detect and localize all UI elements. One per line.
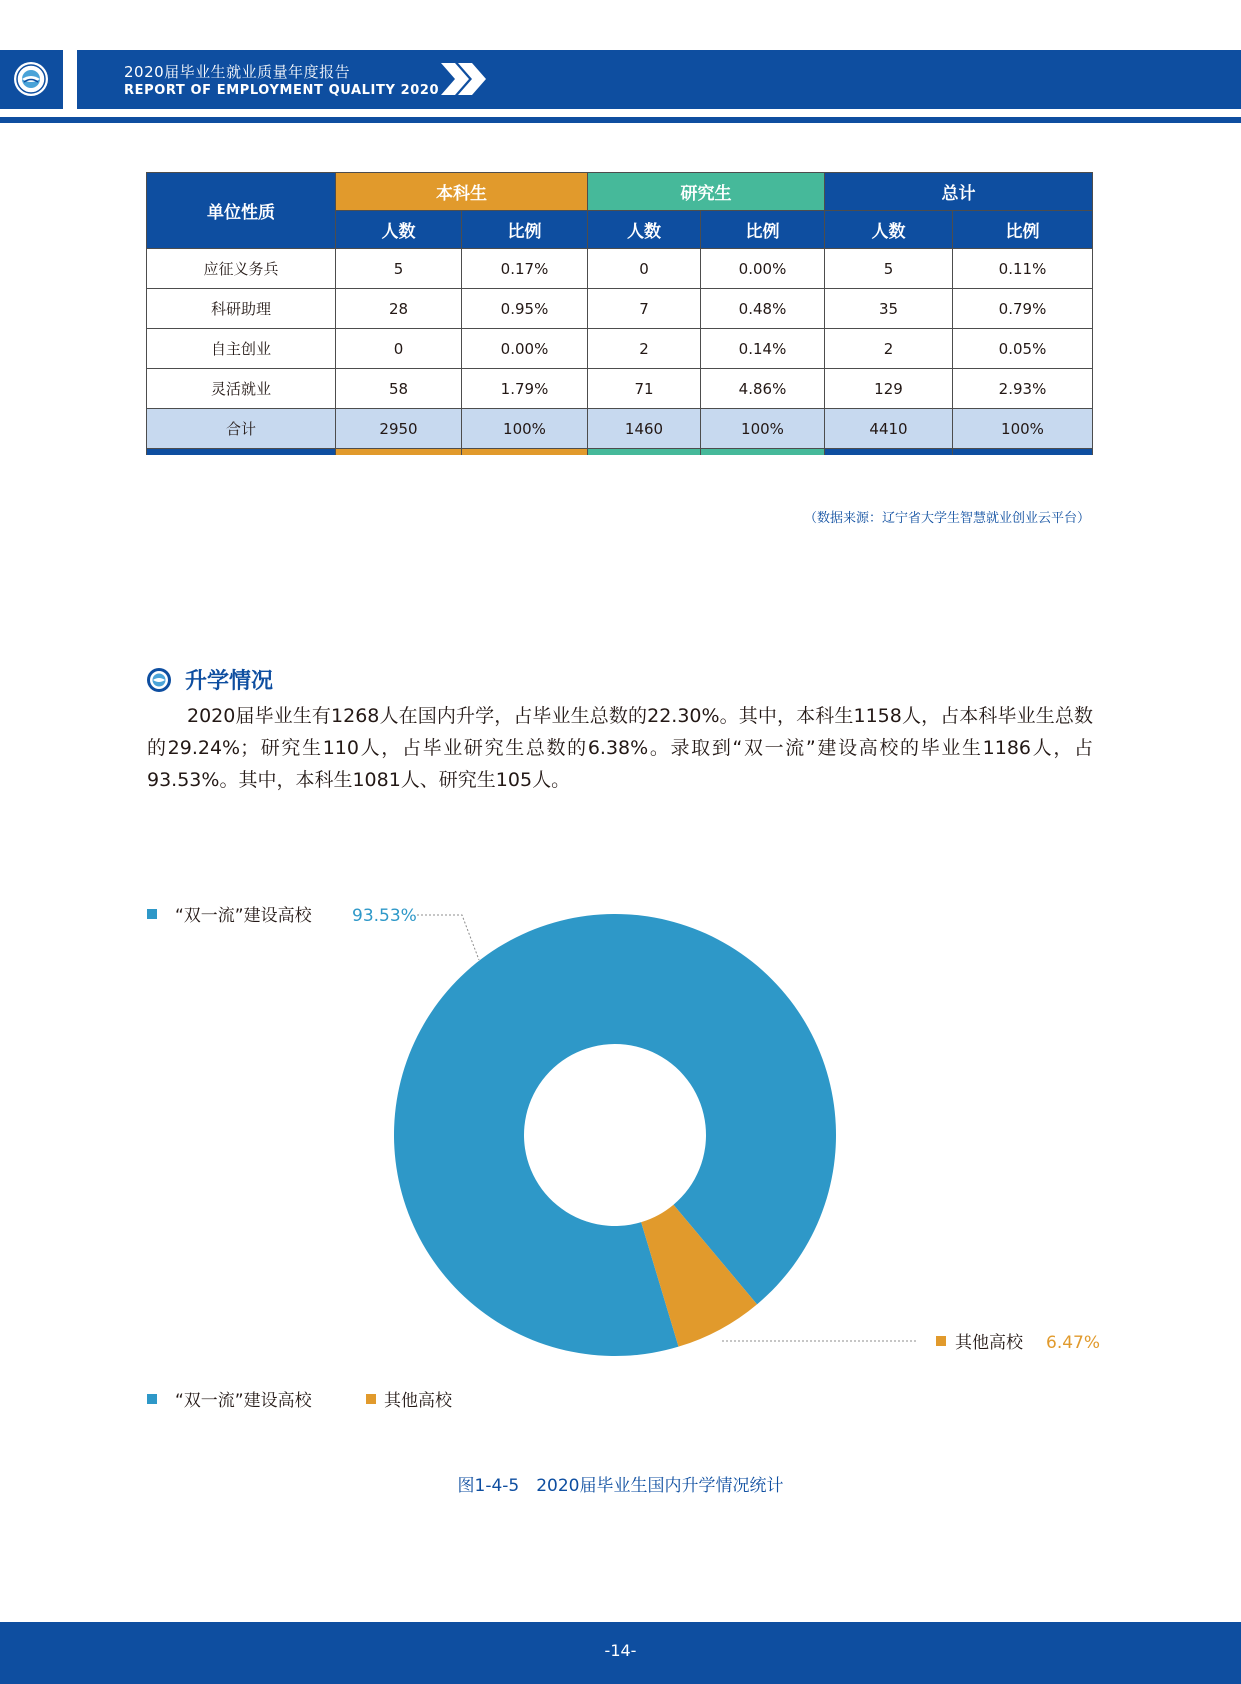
table-row [147,369,1093,409]
table-cell: 71 [588,369,701,409]
legend-swatch-0 [147,1394,157,1404]
legend-swatch-1 [366,1394,376,1404]
header-title-en: REPORT OF EMPLOYMENT QUALITY 2020 [124,83,440,98]
stripe-cell [147,449,336,456]
table-cell: 35 [825,289,953,329]
paragraph-text: 2020届毕业生有1268人在国内升学，占毕业生总数的22.30%。其中，本科生1158人，占本科毕业生总数的29.24%；研究生110人，占毕业研究生总数的6.38%。录取到“双一流”建设高校的毕业生1186人，占93.53%。其中，本科生1081人、研究生105人。 [147,705,1093,791]
table-header-row [147,173,1093,211]
table-cell: 100% [462,409,588,449]
row-label: 科研助理 [147,289,336,329]
table-cell: 58 [336,369,462,409]
table-cell: 0.17% [462,249,588,289]
employment-table [146,172,1093,455]
stripe-cell [953,449,1093,456]
subheader-cell: 比例 [953,211,1093,249]
table-cell: 0.14% [701,329,825,369]
table-cell: 0.95% [462,289,588,329]
subheader-cell: 比例 [462,211,588,249]
table-cell: 0.48% [701,289,825,329]
table-cell: 2.93% [953,369,1093,409]
header-undergrad: 本科生 [336,173,588,211]
stripe-cell [336,449,462,456]
table-row [147,249,1093,289]
header-title-cn: 2020届毕业生就业质量年度报告 [124,63,351,81]
section-paragraph [147,700,1093,796]
table-cell: 0 [336,329,462,369]
table-cell: 7 [588,289,701,329]
table-cell: 5 [336,249,462,289]
table-cell: 28 [336,289,462,329]
table-cell: 0.05% [953,329,1093,369]
legend-label-1: 其他高校 [384,1391,452,1411]
stripe-cell [588,449,701,456]
slice-label-name-0: “双一流”建设高校 [175,906,312,926]
header-logo-box [0,50,63,109]
figure-caption: 图1-4-5 2020届毕业生国内升学情况统计 [457,1476,784,1496]
subheader-cell: 比例 [701,211,825,249]
table-cell: 1460 [588,409,701,449]
header-total: 总计 [825,173,1093,211]
header-unit: 单位性质 [147,173,336,249]
table-row [147,289,1093,329]
table-cell: 0 [588,249,701,289]
table-cell: 2 [588,329,701,369]
university-seal-icon [146,667,172,693]
table-row [147,329,1093,369]
page-number: -14- [604,1641,637,1660]
legend-label-0: “双一流”建设高校 [175,1391,312,1411]
row-label: 合计 [147,409,336,449]
table-total-row [147,409,1093,449]
table-cell: 5 [825,249,953,289]
header-graduate: 研究生 [588,173,825,211]
donut-slices [394,914,836,1356]
section-title: 升学情况 [185,669,274,694]
table-color-stripe [147,449,1093,456]
slice-label-name-1: 其他高校 [955,1333,1023,1353]
table-cell: 4.86% [701,369,825,409]
table-cell: 0.00% [701,249,825,289]
subheader-cell: 人数 [336,211,462,249]
table-cell: 129 [825,369,953,409]
table-cell: 2 [825,329,953,369]
stripe-cell [825,449,953,456]
table-cell: 0.11% [953,249,1093,289]
label-swatch-1 [936,1336,946,1346]
row-label: 应征义务兵 [147,249,336,289]
header-underline [0,117,1241,123]
table-cell: 100% [953,409,1093,449]
label-swatch-0 [147,909,157,919]
stripe-cell [701,449,825,456]
slice-label-value-1: 6.47% [1046,1333,1101,1353]
table-cell: 1.79% [462,369,588,409]
subheader-cell: 人数 [588,211,701,249]
stripe-cell [462,449,588,456]
donut-chart [0,880,1241,1411]
row-label: 灵活就业 [147,369,336,409]
data-source-note: （数据来源：辽宁省大学生智慧就业创业云平台） [803,511,1090,526]
table-cell: 2950 [336,409,462,449]
subheader-cell: 人数 [825,211,953,249]
table-cell: 100% [701,409,825,449]
donut-slice-0 [394,914,836,1356]
leader-line-0 [417,915,479,960]
row-label: 自主创业 [147,329,336,369]
table-cell: 0.00% [462,329,588,369]
table-cell: 0.79% [953,289,1093,329]
double-chevron-right-icon [438,60,488,98]
university-seal-icon [12,60,50,98]
table-cell: 4410 [825,409,953,449]
slice-label-value-0: 93.53% [352,906,417,926]
